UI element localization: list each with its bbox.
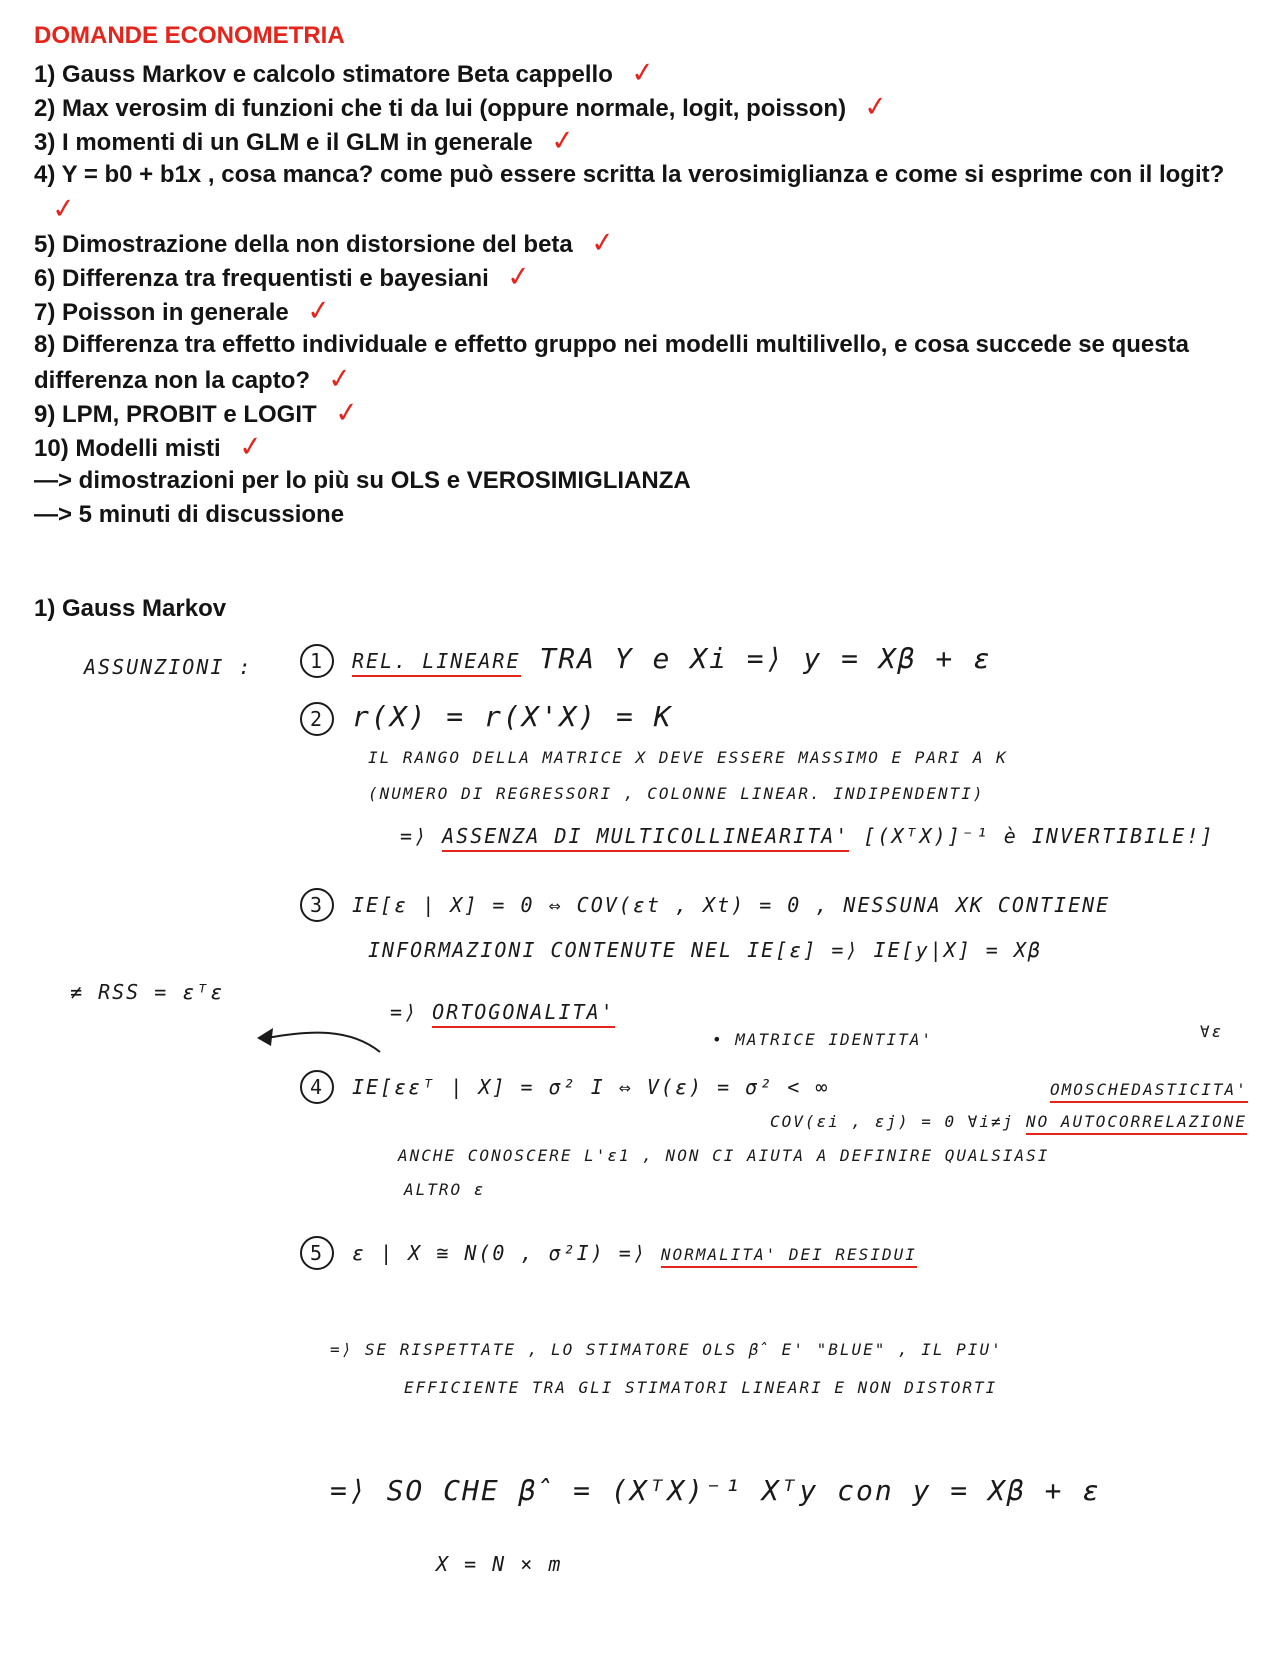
question-4 — [34, 158, 1254, 228]
homoscedasticity-text: OMOSCHEDASTICITA' — [1050, 1080, 1248, 1103]
assumptions-label: ASSUNZIONI : — [84, 655, 253, 679]
question-7 — [34, 294, 330, 330]
question-text: 10) Modelli misti — [34, 435, 221, 462]
note-discussion: —> 5 minuti di discussione — [34, 501, 345, 528]
question-text: 7) Poisson in generale — [34, 299, 289, 326]
page-title: DOMANDE ECONOMETRIA — [34, 22, 345, 49]
exogeneity-formula: IE[ε | X] = 0 ⇔ COV(εt , Xt) = 0 , NESSUNA XK CONTIENE — [352, 893, 1111, 917]
question-text: 4) Y = b0 + b1x , cosa manca? come può essere scritta la verosimiglianza e come si esprime con il logit? — [34, 161, 1225, 188]
number-4-icon: 4 — [300, 1070, 334, 1104]
no-autocorrelation-label: NO AUTOCORRELAZIONE — [1026, 1112, 1247, 1135]
question-text: 1) Gauss Markov e calcolo stimatore Beta cappello — [34, 61, 613, 88]
question-10 — [34, 430, 262, 466]
number-2-icon: 2 — [300, 702, 334, 736]
check-mark-icon: ✓ — [332, 394, 360, 431]
orthogonality-label: ORTOGONALITA' — [432, 1000, 615, 1028]
homoscedasticity-label — [1050, 1080, 1248, 1099]
exogeneity-text: INFORMAZIONI CONTENUTE NEL IE[ε] =⟩ IE[y|X] = Xβ — [368, 938, 1042, 962]
question-text: 2) Max verosim di funzioni che ti da lui (oppure normale, logit, poisson) — [34, 95, 847, 122]
rss-note: ≠ RSS = εᵀε — [70, 980, 225, 1004]
question-text: 9) LPM, PROBIT e LOGIT — [34, 401, 317, 428]
rank-formula: r(X) = r(X'X) = K — [352, 700, 673, 733]
rank-result — [400, 824, 1214, 848]
blue-text-1: =⟩ SE RISPETTATE , LO STIMATORE OLS β̂ E' "BLUE" , IL PIU' — [330, 1340, 1003, 1359]
invertible-note: [(XᵀX)]⁻¹ è INVERTIBILE!] — [863, 824, 1215, 848]
question-text: 6) Differenza tra frequentisti e bayesiani — [34, 265, 489, 292]
question-3 — [34, 124, 574, 160]
check-mark-icon: ✓ — [50, 190, 78, 227]
assumption-3 — [300, 888, 1110, 922]
question-text: 5) Dimostrazione della non distorsione del beta — [34, 231, 573, 258]
normality-label: NORMALITA' DEI RESIDUI — [661, 1245, 917, 1268]
question-1 — [34, 56, 654, 92]
check-mark-icon: ✓ — [549, 122, 576, 159]
check-mark-icon: ✓ — [629, 54, 656, 91]
beta-hat-formula: =⟩ SO CHE β̂ = (XᵀX)⁻¹ Xᵀy con y = Xβ + ε — [330, 1474, 1102, 1507]
implies-arrow: =⟩ — [390, 1000, 419, 1024]
number-5-icon: 5 — [300, 1236, 334, 1270]
matrix-dimensions: X = N × m — [436, 1552, 563, 1576]
question-6 — [34, 260, 530, 296]
question-text: 3) I momenti di un GLM e il GLM in generale — [34, 129, 533, 156]
question-text: 8) Differenza tra effetto individuale e effetto gruppo nei modelli multilivello, e cosa succede se questa differenza non la capto? — [34, 331, 1189, 394]
covariance-formula: COV(εi , εj) = 0 ∀i≠j — [770, 1112, 1015, 1131]
assumption-4 — [300, 1070, 829, 1104]
number-1-icon: 1 — [300, 644, 334, 678]
question-2 — [34, 90, 888, 126]
check-mark-icon: ✓ — [305, 292, 332, 329]
orthogonality-result — [390, 1000, 615, 1024]
question-8 — [34, 328, 1254, 398]
autocorrelation-text-1: ANCHE CONOSCERE L'ε1 , NON CI AIUTA A DEFINIRE QUALSIASI — [398, 1146, 1050, 1165]
check-mark-icon: ✓ — [236, 428, 264, 465]
identity-matrix-note: • MATRICE IDENTITA' — [712, 1030, 934, 1049]
assumption-1 — [300, 642, 992, 678]
rank-text-2: (NUMERO DI REGRESSORI , COLONNE LINEAR. INDIPENDENTI) — [368, 784, 985, 803]
check-mark-icon: ✓ — [589, 224, 616, 261]
check-mark-icon: ✓ — [505, 258, 532, 295]
question-5 — [34, 226, 614, 262]
linear-relation-label: REL. LINEARE — [352, 649, 521, 677]
section-title: 1) Gauss Markov — [34, 595, 227, 622]
blue-text-2: EFFICIENTE TRA GLI STIMATORI LINEARI E NON DISTORTI — [404, 1378, 998, 1397]
no-autocorrelation-row — [770, 1112, 1247, 1131]
autocorrelation-text-2: ALTRO ε — [404, 1180, 486, 1199]
variance-formula: IE[εεᵀ | X] = σ² I ⇔ V(ε) = σ² < ∞ — [352, 1075, 830, 1099]
normality-formula: ε | X ≅ N(0 , σ²I) =⟩ — [352, 1241, 647, 1265]
implies-arrow: =⟩ — [400, 824, 429, 848]
linear-relation-formula: TRA Y e Xi =⟩ y = Xβ + ε — [539, 642, 992, 675]
assumption-2 — [300, 700, 673, 736]
number-3-icon: 3 — [300, 888, 334, 922]
question-9 — [34, 396, 358, 432]
rank-text-1: IL RANGO DELLA MATRICE X DEVE ESSERE MASSIMO E PARI A K — [368, 748, 1008, 767]
arrow-to-rss-icon — [255, 1008, 385, 1058]
check-mark-icon: ✓ — [862, 88, 890, 125]
check-mark-icon: ✓ — [326, 360, 354, 397]
forall-epsilon: ∀ε — [1200, 1022, 1224, 1041]
assumption-5 — [300, 1236, 917, 1270]
note-ols: —> dimostrazioni per lo più su OLS e VEROSIMIGLIANZA — [34, 467, 691, 494]
multicollinearity-label: ASSENZA DI MULTICOLLINEARITA' — [442, 824, 849, 852]
